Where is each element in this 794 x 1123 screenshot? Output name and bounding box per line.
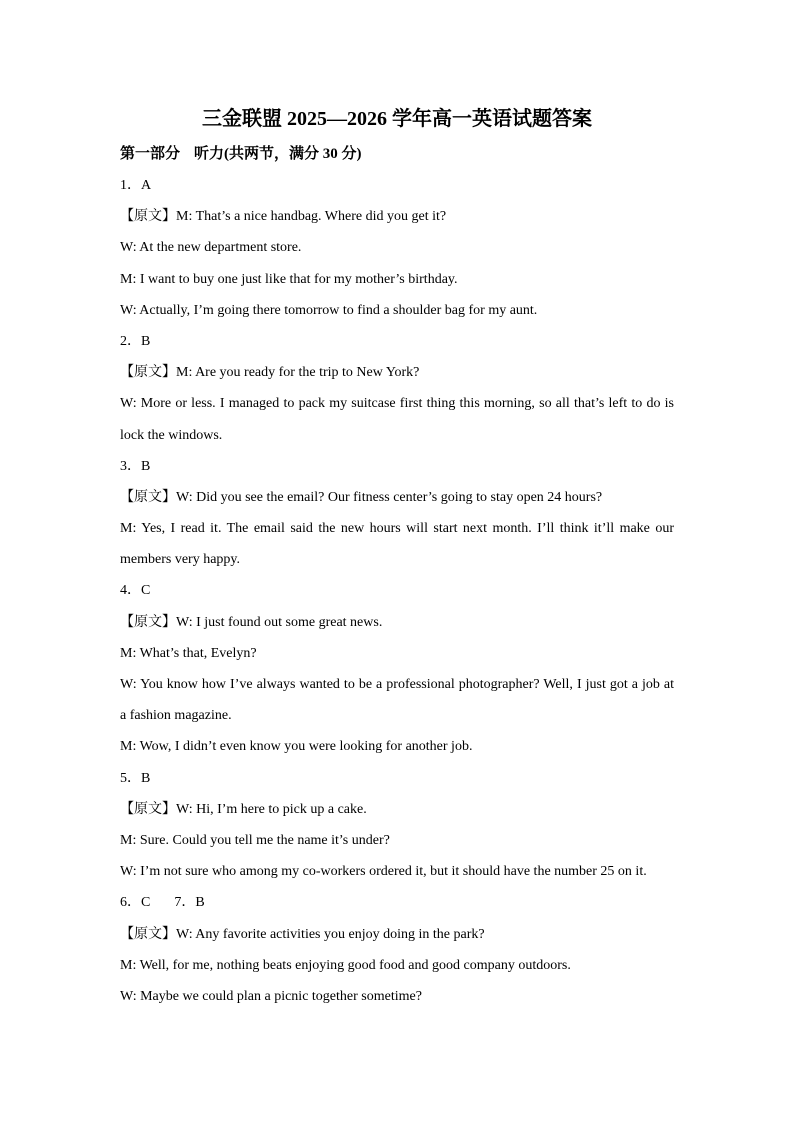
transcript-line [120, 923, 674, 954]
answer-line [120, 455, 674, 486]
transcript-line [120, 361, 674, 392]
transcript-line [120, 611, 674, 642]
section-label: 第一部分 [120, 146, 181, 162]
dialogue-line: M: I want to buy one just like that for my mother’s birthday. [120, 271, 458, 287]
dialogue-text: M: That’s a nice handbag. Where did you get it? [176, 209, 447, 225]
dialogue-line: a fashion magazine. [120, 708, 232, 724]
dialogue-line: lock the windows. [120, 427, 223, 443]
dialogue-text: W: I just found out some great news. [176, 614, 383, 630]
dialogue-line: M: Sure. Could you tell me the name it’s under? [120, 832, 390, 848]
transcript-line [120, 798, 674, 829]
dialogue-line: members very happy. [120, 552, 240, 568]
transcript-line [120, 205, 674, 236]
dialogue-line: W: Actually, I’m going there tomorrow to find a shoulder bag for my aunt. [120, 302, 538, 318]
dialogue-line: M: Yes, I read it. The email said the new hours will start next month. I’ll think it’ll make our [120, 521, 674, 537]
dialogue-line: W: At the new department store. [120, 240, 302, 256]
answer-line [120, 330, 674, 361]
dialogue-text: W: Hi, I’m here to pick up a cake. [176, 801, 367, 817]
dialogue-line: M: Wow, I didn’t even know you were looking for another job. [120, 739, 473, 755]
dialogue-line: W: Maybe we could plan a picnic together sometime? [120, 988, 422, 1004]
dialogue-line: W: More or less. I managed to pack my suitcase first thing this morning, so all that’s left to do is [120, 396, 674, 412]
transcript-tag: 【原文】 [120, 614, 176, 630]
answer-line [120, 767, 674, 798]
dialogue-line: W: You know how I’ve always wanted to be a professional photographer? Well, I just got a job at [120, 677, 674, 692]
dialogue-line: W: I’m not sure who among my co-workers ordered it, but it should have the number 25 on it. [120, 864, 647, 880]
answer-key: 6．C [120, 895, 151, 911]
transcript-tag: 【原文】 [120, 209, 176, 225]
answer-line [120, 891, 674, 922]
page-title: 三金联盟 2025—2026 学年高一英语试题答案 [202, 108, 592, 130]
transcript-line [120, 486, 674, 517]
section-heading [120, 143, 362, 165]
transcript-tag: 【原文】 [120, 801, 176, 817]
section-description: 听力(共两节，满分 30 分) [194, 146, 362, 162]
answer-line [120, 579, 674, 610]
answer-line [120, 174, 674, 205]
transcript-tag: 【原文】 [120, 489, 176, 505]
dialogue-text: W: Any favorite activities you enjoy doing in the park? [176, 926, 485, 942]
dialogue-line: M: What’s that, Evelyn? [120, 645, 257, 661]
answer-key: 7．B [174, 895, 205, 911]
transcript-tag: 【原文】 [120, 365, 176, 381]
transcript-tag: 【原文】 [120, 926, 176, 942]
answer-key: 5．B [120, 770, 151, 786]
answer-key: 4．C [120, 583, 151, 599]
dialogue-line: M: Well, for me, nothing beats enjoying good food and good company outdoors. [120, 957, 571, 973]
answer-body [120, 174, 674, 1016]
dialogue-text: W: Did you see the email? Our fitness center’s going to stay open 24 hours? [176, 489, 603, 505]
dialogue-text: M: Are you ready for the trip to New York? [176, 365, 420, 381]
answer-key: 1．A [120, 178, 152, 193]
answer-key: 2．B [120, 333, 151, 349]
answer-key: 3．B [120, 458, 151, 474]
